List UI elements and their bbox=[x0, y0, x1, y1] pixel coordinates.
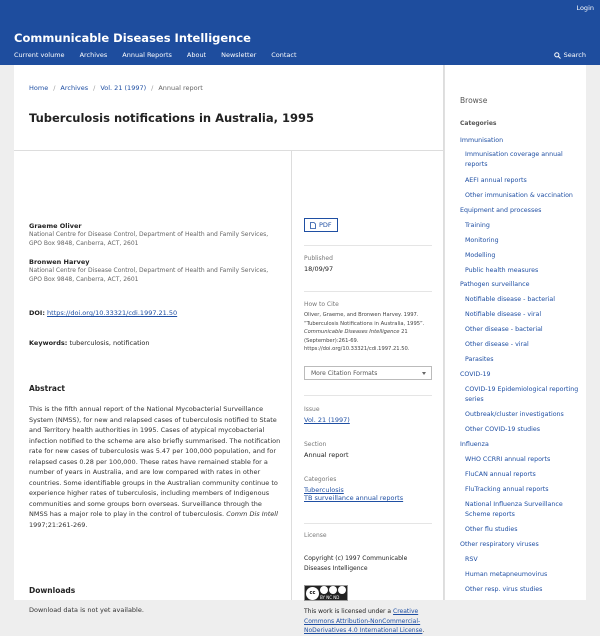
downloads-text: Download data is not yet available. bbox=[29, 606, 144, 614]
cc-attribution-icon bbox=[320, 586, 328, 594]
chevron-down-icon bbox=[422, 372, 426, 375]
license-text bbox=[304, 607, 434, 636]
sidebar-subcategory[interactable]: Training bbox=[465, 222, 490, 229]
nav-archives[interactable]: Archives bbox=[79, 51, 108, 59]
sidebar-subcategory[interactable]: Other immunisation & vaccination bbox=[465, 192, 573, 199]
sidebar-subcategory[interactable]: Monitoring bbox=[465, 237, 499, 244]
pdf-label: PDF bbox=[319, 221, 332, 229]
copyright-text: Copyright (c) 1997 Communicable Diseases Intelligence bbox=[304, 555, 408, 572]
downloads-heading: Downloads bbox=[29, 586, 76, 595]
search-label: Search bbox=[563, 51, 586, 59]
sidebar-subcategory[interactable]: Public health measures bbox=[465, 267, 539, 274]
cc-icons bbox=[320, 586, 346, 600]
sidebar-category[interactable]: Immunisation bbox=[460, 137, 504, 144]
author-affiliation: National Centre for Disease Control, Department of Health and Family Services, GPO Box 9848, Canberra, ACT, 2601 bbox=[29, 231, 269, 247]
doi-link[interactable]: https://doi.org/10.33321/cdi.1997.21.50 bbox=[47, 309, 178, 317]
sidebar-category[interactable]: Pathogen surveillance bbox=[460, 281, 530, 288]
issue-label: Issue bbox=[304, 406, 320, 413]
search-icon bbox=[554, 52, 561, 59]
category-link-tuberculosis[interactable]: Tuberculosis bbox=[304, 486, 344, 494]
license-link[interactable]: Creative Commons Attribution-NonCommercial-NoDerivatives 4.0 International License bbox=[304, 608, 423, 634]
sidebar-subcategory[interactable]: Notifiable disease - viral bbox=[465, 311, 542, 318]
search-link[interactable] bbox=[554, 51, 586, 59]
sidebar-category[interactable]: Other respiratory viruses bbox=[460, 541, 539, 548]
sidebar-categories-label: Categories bbox=[460, 120, 497, 127]
login-link[interactable]: Login bbox=[576, 4, 594, 12]
sidebar-subcategory[interactable]: WHO CCRRI annual reports bbox=[465, 456, 551, 463]
nav-annual-reports[interactable]: Annual Reports bbox=[122, 51, 172, 59]
published-label: Published bbox=[304, 255, 333, 262]
cite-label: How to Cite bbox=[304, 301, 339, 308]
breadcrumb-archives[interactable]: Archives bbox=[60, 84, 89, 92]
sidebar-subcategory[interactable]: National Influenza Surveillance Scheme reports bbox=[465, 501, 563, 518]
breadcrumb bbox=[29, 84, 203, 92]
issue-block bbox=[304, 406, 350, 424]
author-1 bbox=[29, 222, 279, 248]
article-title: Tuberculosis notifications in Australia, 1995 bbox=[29, 111, 314, 125]
citation-block bbox=[304, 301, 434, 354]
sidebar-category[interactable]: Influenza bbox=[460, 441, 489, 448]
author-affiliation: National Centre for Disease Control, Department of Health and Family Services, GPO Box 9848, Canberra, ACT, 2601 bbox=[29, 267, 269, 283]
file-pdf-icon bbox=[310, 222, 316, 229]
breadcrumb-home[interactable]: Home bbox=[29, 84, 49, 92]
more-citation-formats-dropdown[interactable] bbox=[304, 366, 432, 380]
more-citation-label: More Citation Formats bbox=[311, 370, 378, 377]
sidebar-title: Browse bbox=[460, 96, 488, 105]
sidebar-category[interactable]: Equipment and processes bbox=[460, 207, 542, 214]
divider bbox=[304, 395, 432, 396]
license-label: License bbox=[304, 532, 327, 539]
sidebar-subcategory[interactable]: Immunisation coverage annual reports bbox=[465, 151, 563, 168]
article-main bbox=[14, 65, 444, 634]
section-label: Section bbox=[304, 441, 327, 448]
article-details bbox=[292, 151, 444, 634]
sidebar bbox=[444, 65, 586, 600]
sidebar-category[interactable]: COVID-19 bbox=[460, 371, 491, 378]
breadcrumb-current: Annual report bbox=[158, 84, 203, 92]
sidebar-subcategory[interactable]: Outbreak/cluster investigations bbox=[465, 411, 564, 418]
author-name: Graeme Oliver bbox=[29, 222, 82, 230]
page-content bbox=[14, 65, 586, 634]
citation-part: 21 (September):261-69. https://doi.org/10.33321/cdi.1997.21.50. bbox=[304, 329, 410, 352]
cc-license-badge[interactable] bbox=[304, 585, 348, 601]
categories-block bbox=[304, 476, 403, 502]
sidebar-subcategory[interactable]: Other disease - bacterial bbox=[465, 326, 543, 333]
sidebar-subcategory[interactable]: Other disease - viral bbox=[465, 341, 529, 348]
citation-part: Oliver, Graeme, and Bronwen Harvey. 1997. “Tuberculosis Notifications in Australia, 1995”. bbox=[304, 312, 425, 327]
sidebar-subcategory[interactable]: AEFI annual reports bbox=[465, 177, 527, 184]
abstract-heading: Abstract bbox=[29, 384, 66, 393]
section-value: Annual report bbox=[304, 451, 349, 459]
citation-journal: Communicable Diseases Intelligence bbox=[304, 329, 400, 335]
sidebar-subcategory[interactable]: Other resp. virus studies bbox=[465, 586, 543, 593]
copyright-block bbox=[304, 554, 434, 573]
published-block bbox=[304, 255, 333, 273]
abstract-journal: Comm Dis Intell bbox=[226, 510, 278, 518]
cc-badge-text: BY NC ND bbox=[320, 595, 340, 600]
breadcrumb-issue[interactable]: Vol. 21 (1997) bbox=[100, 84, 147, 92]
main-nav bbox=[14, 51, 312, 59]
abstract-body: This is the fifth annual report of the National Mycobacterial Surveillance System (NMSS), for new and relapsed cases of tuberculosis notified to State and Territory health authorities in 1995. Cases of atypical mycobacterial infection notified to the scheme are also briefly summarised. The notification rate for new cases of tuberculosis was 5.47 per 100,000 population, and for relapsed cases 0.28 per 100,000. These rates have remained stable for a number of years in Australia, and are low compared with rates in other countries. Some identifiable groups in the Australian community continue to experience higher rates of tuberculosis, including members of Indigenous communities and some groups born overseas. Surveillance through the NMSS has a major role to play in the control of tuberculosis. bbox=[29, 405, 281, 518]
site-title[interactable]: Communicable Diseases Intelligence bbox=[14, 31, 251, 45]
doi bbox=[29, 309, 177, 317]
sidebar-subcategory[interactable]: Human metapneumovirus bbox=[465, 571, 548, 578]
doi-label: DOI: bbox=[29, 309, 45, 317]
divider bbox=[304, 245, 432, 246]
sidebar-subcategory[interactable]: FluTracking annual reports bbox=[465, 486, 549, 493]
nav-contact[interactable]: Contact bbox=[271, 51, 297, 59]
breadcrumb-separator: / bbox=[151, 84, 154, 92]
abstract-cite: 1997;21:261-269. bbox=[29, 520, 88, 529]
breadcrumb-separator: / bbox=[93, 84, 96, 92]
cc-logo: cc bbox=[306, 587, 319, 600]
sidebar-subcategory[interactable]: Other flu studies bbox=[465, 526, 518, 533]
license-block bbox=[304, 532, 327, 542]
article-entry bbox=[14, 151, 292, 614]
category-link-tb-reports[interactable]: TB surveillance annual reports bbox=[304, 494, 404, 502]
keywords bbox=[29, 339, 150, 347]
license-prefix: This work is licensed under a bbox=[304, 608, 394, 615]
breadcrumb-separator: / bbox=[53, 84, 56, 92]
nav-newsletter[interactable]: Newsletter bbox=[221, 51, 257, 59]
nav-about[interactable]: About bbox=[186, 51, 207, 59]
cc-noderivs-icon bbox=[338, 586, 346, 594]
citation-text bbox=[304, 311, 434, 354]
sidebar-subcategory[interactable]: RSV bbox=[465, 556, 478, 563]
sidebar-subcategory[interactable]: Parasites bbox=[465, 356, 494, 363]
categories-label: Categories bbox=[304, 476, 337, 483]
author-name: Bronwen Harvey bbox=[29, 258, 90, 266]
site-header bbox=[0, 0, 600, 65]
nav-current-volume[interactable]: Current volume bbox=[14, 51, 65, 59]
license-statement bbox=[304, 607, 434, 636]
sidebar-subcategory[interactable]: Notifiable disease - bacterial bbox=[465, 296, 556, 303]
divider bbox=[304, 291, 432, 292]
keywords-value: tuberculosis, notification bbox=[69, 339, 150, 347]
sidebar-subcategory[interactable]: COVID-19 Epidemiological reporting series bbox=[465, 386, 579, 403]
sidebar-subcategory[interactable]: FluCAN annual reports bbox=[465, 471, 536, 478]
keywords-label: Keywords: bbox=[29, 339, 68, 347]
issue-link[interactable]: Vol. 21 (1997) bbox=[304, 416, 350, 424]
abstract-text bbox=[29, 404, 281, 530]
author-2 bbox=[29, 258, 279, 284]
cc-noncommercial-icon bbox=[329, 586, 337, 594]
sidebar-subcategory[interactable]: Modelling bbox=[465, 252, 496, 259]
divider bbox=[304, 523, 432, 524]
license-suffix: . bbox=[422, 627, 425, 634]
sidebar-subcategory[interactable]: Other COVID-19 studies bbox=[465, 426, 541, 433]
cc-icon-row bbox=[320, 586, 346, 594]
published-date: 18/09/97 bbox=[304, 265, 334, 273]
pdf-button[interactable] bbox=[304, 218, 338, 232]
cc-by-nc-nd-icon bbox=[304, 585, 348, 601]
section-block bbox=[304, 441, 349, 459]
